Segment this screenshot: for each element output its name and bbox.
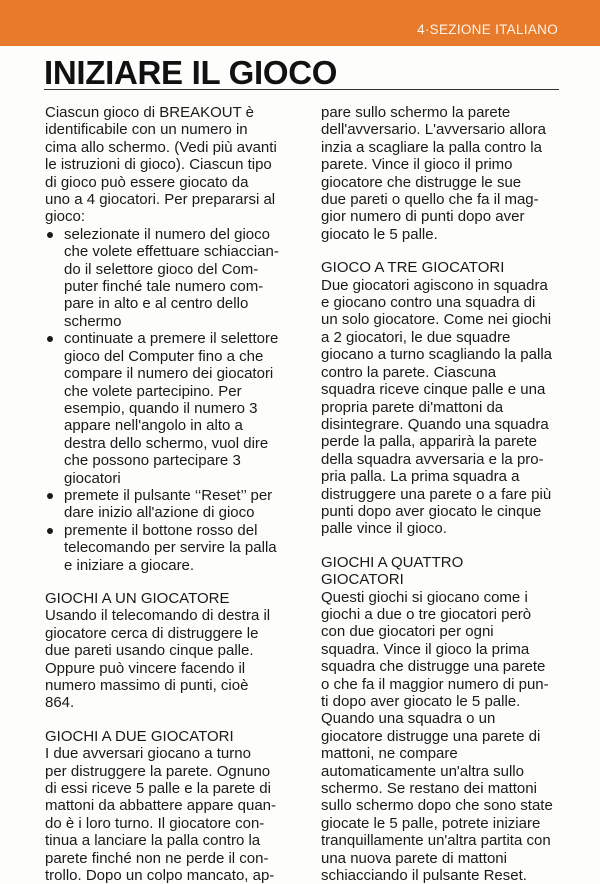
text-line: Oppure può vincere facendo il (45, 659, 246, 677)
text-line: cima allo schermo. (Vedi più avanti (45, 138, 277, 156)
text-line: premete il pulsante ‘‘Reset’’ per (64, 486, 273, 504)
text-line: a 2 giocatori, le due squadre (321, 328, 511, 346)
text-line: le istruzioni di gioco). Ciascun tipo (45, 156, 272, 174)
text-line: giocatore che distrugge le sue (321, 173, 522, 191)
section-banner (0, 0, 600, 46)
text-line: appare nell'angolo in alto a (64, 417, 243, 435)
text-line: e giocano contro una squadra di (321, 294, 536, 312)
right-column (321, 104, 566, 884)
text-line: di essi riceve 5 palle e la parete di (45, 780, 271, 798)
text-line: punti dopo aver giocato le cinque (321, 502, 542, 520)
text-line: due pareti usando cinque palle. (45, 642, 254, 660)
text-line: gioco: (45, 208, 86, 226)
text-line: Due giocatori agiscono in squadra (321, 276, 548, 294)
text-line: puter finché tale numero com- (64, 278, 264, 296)
text-line: numero massimo di punti, cioè (45, 677, 249, 694)
heading-one-player: GIOCHI A UN GIOCATORE (45, 589, 230, 607)
text-line: di gioco può essere giocato da (45, 173, 249, 191)
text-line: con due giocatori per ogni (321, 623, 494, 641)
text-line: schermo (64, 312, 122, 330)
text-line: premente il bottone rosso del (64, 521, 258, 539)
text-line: compare il numero dei giocatori (64, 365, 274, 383)
text-line: Ciascun gioco di BREAKOUT è (45, 104, 254, 121)
text-line: squadra che distrugge una parete (321, 658, 546, 676)
text-line: esempio, quando il numero 3 (64, 399, 258, 417)
left-column (45, 104, 290, 884)
setup-bullet-list (45, 226, 290, 574)
text-line: una nuova parete di mattoni (321, 849, 507, 867)
text-line: squadra riceve cinque palle e una (321, 381, 546, 399)
text-line: ti dopo aver giocato le 5 palle. (321, 693, 521, 710)
text-line: Usando il telecomando di destra il (45, 607, 271, 625)
text-line: un solo giocatore. Come nei giochi (321, 311, 552, 329)
text-line: della squadra avversaria e la pro- (321, 450, 544, 468)
text-line: dare inizio all'azione di gioco (64, 504, 255, 522)
text-line: tranquillamente un'altra partita con (321, 832, 551, 850)
text-line: automaticamente un'altra sullo (321, 762, 524, 780)
text-line: parete finché non ne perde il con- (45, 849, 269, 867)
page-title: INIZIARE IL GIOCO (44, 54, 338, 91)
bullet-item (45, 522, 290, 574)
text-line: selezionate il numero del gioco (64, 225, 270, 243)
text-line: giocatori (64, 469, 121, 487)
text-line: 864. (45, 694, 75, 712)
text-line: giocate le 5 palle, potrete iniziare (321, 814, 541, 832)
text-line: contro la parete. Ciascuna (321, 363, 497, 381)
text-line: gioco del Computer fino a che (64, 347, 264, 365)
heading-two-players: GIOCHI A DUE GIOCATORI (45, 727, 234, 745)
text-line: gior numero di punti dopo aver (321, 208, 525, 226)
bullet-item (45, 330, 290, 487)
text-line: che volete partecipino. Per (64, 382, 242, 400)
text-line: uno a 4 giocatori. Per prepararsi al (45, 191, 276, 209)
text-line: palle vince il gioco. (321, 520, 447, 538)
text-line: telecomando per servire la palla (64, 539, 277, 557)
text-line: per distruggere la parete. Ognuno (45, 762, 271, 780)
text-line: schiacciando il pulsante Reset. (321, 867, 527, 884)
text-line: destra dello schermo, vuol dire (64, 434, 269, 452)
text-line: identificabile con un numero in (45, 121, 248, 139)
text-line: pare in alto e al centro dello (64, 295, 249, 313)
text-line: schermo. Se restano dei mattoni (321, 780, 537, 798)
text-line: che volete effettuare schiaccian- (64, 243, 279, 261)
text-line: giochi a due o tre giocatori però (321, 605, 532, 623)
text-line: propria parete di'mattoni da (321, 398, 504, 416)
text-line: due pareti o quello che fa il mag- (321, 191, 539, 209)
text-line: mattoni da abbattere appare quan- (45, 797, 276, 815)
text-line: sullo schermo dopo che sono state (321, 797, 553, 815)
text-line: trollo. Dopo un colpo mancato, ap- (45, 867, 275, 884)
text-line: giocatore distrugge una parete di (321, 727, 541, 745)
text-line: GIOCATORI (321, 571, 404, 589)
text-line: o che fa il maggior numero di pun- (321, 675, 549, 693)
text-line: inzia a scagliare la palla contro la (321, 138, 542, 156)
text-line: parete. Vince il gioco il primo (321, 156, 513, 174)
three-players-paragraph (321, 277, 566, 538)
one-player-paragraph (45, 607, 290, 711)
text-line: perde la palla, apparirà la parete (321, 433, 537, 451)
text-line: pare sullo schermo la parete (321, 104, 511, 121)
two-players-continuation (321, 104, 566, 243)
text-line: giocato le 5 palle. (321, 225, 438, 243)
text-line: dell'avversario. L'avversario allora (321, 121, 546, 139)
text-line: squadra. Vince il gioco la prima (321, 640, 530, 658)
text-line: I due avversari giocano a turno (45, 745, 251, 763)
text-line: GIOCHI A QUATTRO (321, 553, 464, 571)
text-line: giocano a turno scagliando la palla (321, 346, 552, 364)
title-rule (44, 89, 559, 90)
heading-four-players (321, 554, 566, 589)
text-line: tinua a lanciare la palla contro la (45, 832, 261, 850)
text-line: do il selettore gioco del Com- (64, 260, 259, 278)
text-line: mattoni, ne compare (321, 745, 458, 763)
two-players-paragraph (45, 745, 290, 884)
text-line: pria palla. La prima squadra a (321, 468, 520, 486)
text-line: continuate a premere il selettore (64, 330, 279, 348)
heading-three-players: GIOCO A TRE GIOCATORI (321, 259, 505, 277)
text-line: giocatore cerca di distruggere le (45, 624, 259, 642)
text-line: che possono partecipare 3 (64, 452, 241, 470)
text-line: Quando una squadra o un (321, 710, 496, 728)
text-line: disintegrare. Quando una squadra (321, 415, 549, 433)
bullet-item (45, 226, 290, 330)
text-line: e iniziare a giocare. (64, 556, 195, 574)
section-label: 4·SEZIONE ITALIANO (417, 22, 558, 37)
bullet-item (45, 487, 290, 522)
text-line: Questi giochi si giocano come i (321, 588, 528, 606)
text-line: distruggere una parete o a fare più (321, 485, 552, 503)
intro-paragraph (45, 104, 290, 226)
text-line: do è i loro turno. Il giocatore con- (45, 814, 265, 832)
